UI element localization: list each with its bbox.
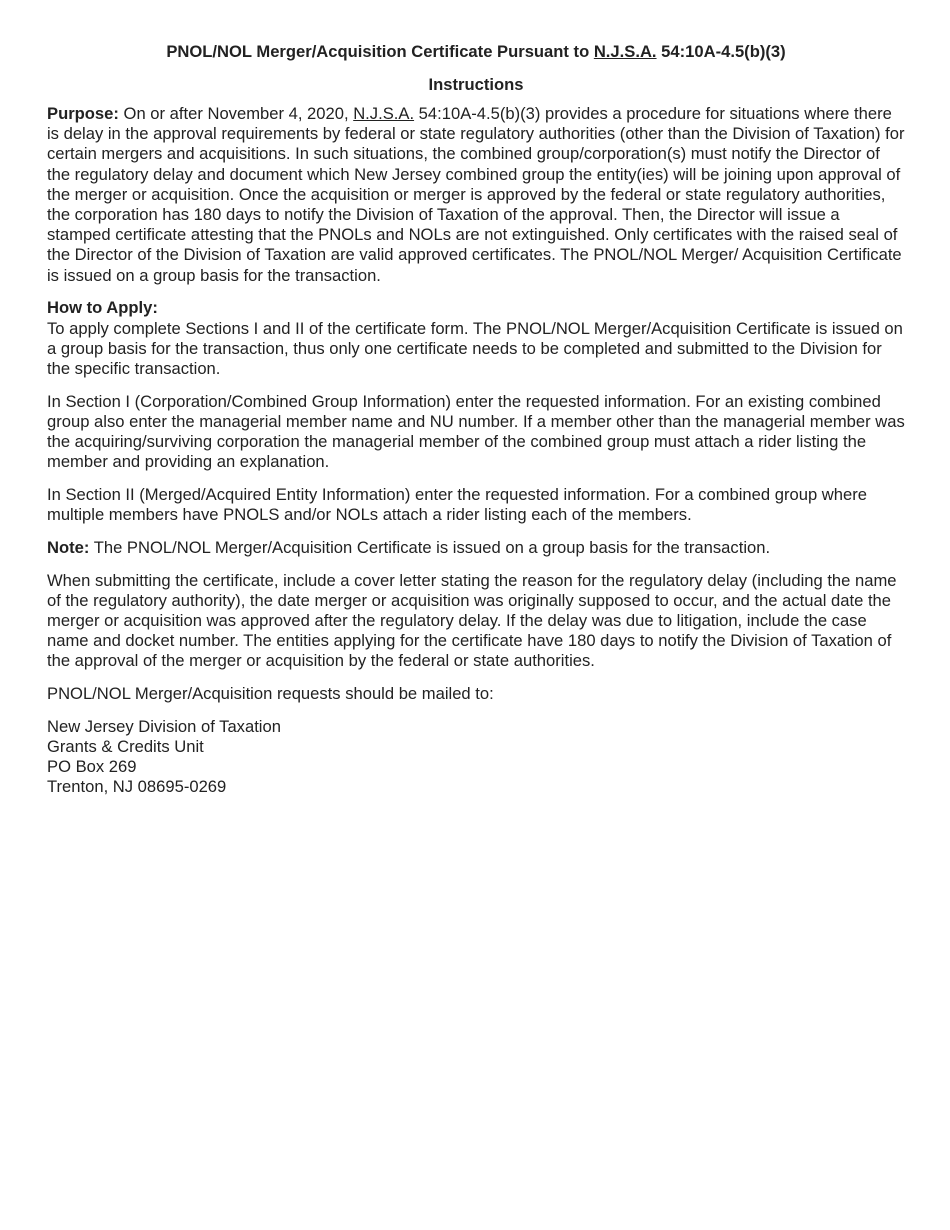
mailing-intro: PNOL/NOL Merger/Acquisition requests should be mailed to:: [47, 684, 494, 704]
section-two-paragraph: In Section II (Merged/Acquired Entity Information) enter the requested information. For a combined group where multiple members have PNOLS and/or NOLs attach a rider listing each of the members.: [47, 484, 867, 525]
address-line-2: Grants & Credits Unit: [47, 736, 204, 756]
purpose-statute: N.J.S.A.: [353, 104, 415, 123]
how-to-apply-section: [47, 298, 905, 379]
how-to-apply-label: How to Apply:: [47, 298, 158, 318]
purpose-label: Purpose:: [47, 104, 119, 123]
purpose-text: 54:10A-4.5(b)(3) provides a procedure for situations where there is delay in the approval requirements by federal or state regulatory authorities (other than the Division of Taxation) for certain mergers and acquisitions. In such situations, the combined group/corporation(s) must notify the Director of the regulatory delay and document which New Jersey combined group the entity(ies) will be joining upon approval of the merger or acquisition. Once the acquisition or merger is approved by the federal or state regulatory authorities, the corporation has 180 days to notify the Division of Taxation of the approval. Then, the Director will issue a stamped certificate attesting that the PNOLs and NOLs are not extinguished. Only certificates with the raised seal of the Director of the Division of Taxation are valid approved certificates. The PNOL/NOL Merger/ Acquisition Certificate is issued on a group basis for the transaction.: [47, 104, 905, 285]
title-suffix: 54:10A-4.5(b)(3): [656, 42, 786, 61]
section-one-paragraph: In Section I (Corporation/Combined Group Information) enter the requested information. For an existing combined group also enter the managerial member name and NU number. If a member other than the managerial member was the acquiring/surviving corporation the managerial member of the combined group must attach a rider listing the member and providing an explanation.: [47, 391, 905, 472]
address-line-3: PO Box 269: [47, 757, 137, 777]
submission-paragraph: When submitting the certificate, include a cover letter stating the reason for the regulatory delay (including the name of the regulatory authority), the date merger or acquisition was originally supposed to occur, and the actual date the merger or acquisition was approved after the regulatory delay. If the delay was due to litigation, include the case name and docket number. The entities applying for the certificate have 180 days to notify the Division of Taxation of the approval of the merger or acquisition by the federal or state authorities.: [47, 570, 897, 671]
title-prefix: PNOL/NOL Merger/Acquisition Certificate Pursuant to: [166, 42, 594, 61]
purpose-text-prefix: On or after November 4, 2020,: [118, 104, 354, 123]
note-text: The PNOL/NOL Merger/Acquisition Certificate is issued on a group basis for the transaction.: [89, 537, 771, 557]
address-line-4: Trenton, NJ 08695-0269: [47, 777, 227, 797]
instructions-page: [47, 42, 905, 798]
document-subtitle: Instructions: [428, 75, 524, 94]
address-line-1: New Jersey Division of Taxation: [47, 716, 281, 736]
note-label: Note:: [47, 537, 90, 557]
purpose-paragraph: [47, 104, 905, 286]
mailing-address: [47, 717, 905, 798]
how-to-apply-paragraph-1: To apply complete Sections I and II of the certificate form. The PNOL/NOL Merger/Acquisition Certificate is issued on a group basis for the transaction, thus only one certificate needs to be completed and submitted to the Division for the specific transaction.: [47, 318, 903, 378]
title-statute: N.J.S.A.: [593, 42, 657, 61]
note-paragraph: [47, 538, 905, 558]
document-title: [47, 42, 905, 62]
